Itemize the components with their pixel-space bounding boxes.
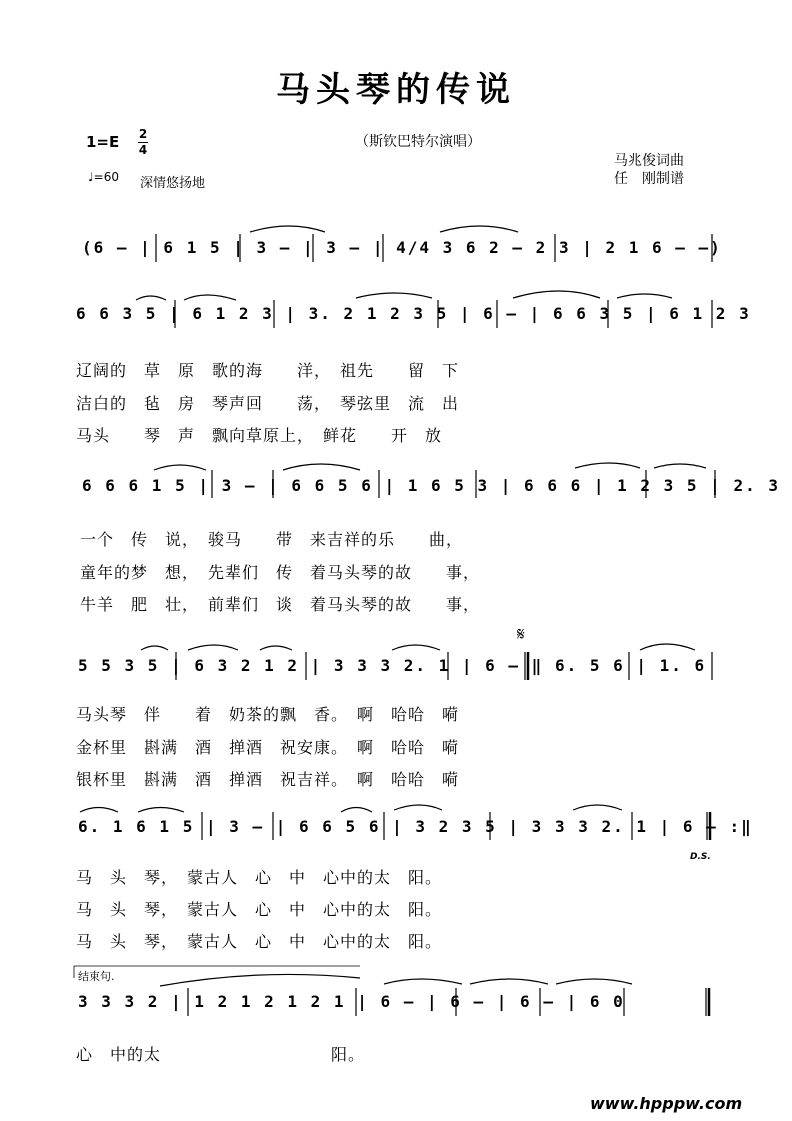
segno-sign: 𝄋 <box>517 624 525 645</box>
notation-row-5: 6. 1 6 1 5 | 3 – | 6 6 5 6 | 3 2 3 5 | 3 3 3 2. 1 | 6 – :‖ <box>78 817 753 836</box>
lyric-row-3-verse-2: 童年的梦 想， 先辈们 传 着马头琴的故 事， <box>80 563 481 582</box>
time-signature-bottom: 4 <box>138 143 148 157</box>
lyric-row-2-verse-3: 马头 琴 声 飘向草原上， 鲜花 开 放 <box>76 426 443 445</box>
lyric-row-5-verse-3: 马 头 琴， 蒙古人 心 中 心中的太 阳。 <box>76 932 443 951</box>
key-signature: 1=E <box>86 133 120 151</box>
lyricist-composer: 马兆俊词曲 <box>614 153 684 169</box>
notation-row-1: (6 – | 6 1 5 | 3 – | 3 – | 4/4 3 6 2 – 2 3 | 2 1 6 – –) <box>82 238 722 257</box>
song-title: 马头琴的传说 <box>276 70 516 110</box>
lyric-row-3-verse-1: 一个 传 说， 骏马 带 来吉祥的乐 曲， <box>80 530 464 549</box>
notation-row-6: 3 3 3 2 | 1 2 1 2 1 2 1 | 6 – | 6 – | 6 – | 6 0 <box>78 992 625 1011</box>
site-watermark: www.hpppw.com <box>590 1094 743 1113</box>
lyric-row-2-verse-2: 洁白的 毡 房 琴声回 荡， 琴弦里 流 出 <box>76 394 460 413</box>
notation-row-3: 6 6 6 1 5 | 3 – | 6 6 5 6 | 1 6 5 3 | 6 6 6 | 1 2 3 5 | 2. 3 <box>82 476 780 495</box>
time-signature-top: 2 <box>138 127 148 141</box>
lyric-row-4-verse-3: 银杯里 斟满 酒 掸酒 祝吉祥。 啊 哈哈 嗬 <box>76 770 460 789</box>
lyric-row-5-verse-1: 马 头 琴， 蒙古人 心 中 心中的太 阳。 <box>76 868 443 887</box>
tempo-marking: ♩=60 <box>88 170 119 184</box>
expression-marking: 深情悠扬地 <box>140 176 206 191</box>
lyric-row-4-verse-2: 金杯里 斟满 酒 掸酒 祝安康。 啊 哈哈 嗬 <box>76 738 460 757</box>
ending-label: 结束句. <box>78 970 115 983</box>
notation-row-4: 5 5 3 5 | 6 3 2 1 2 | 3 3 3 2. 1 | 6 – ‖ 6. 5 6 | 1. 6 <box>78 656 707 675</box>
arranger: 任 刚制谱 <box>614 171 684 187</box>
lyric-row-2-verse-1: 辽阔的 草 原 歌的海 洋， 祖先 留 下 <box>76 361 460 380</box>
lyric-row-6: 心 中的太 阳。 <box>76 1045 366 1064</box>
lyric-row-3-verse-3: 牛羊 肥 壮， 前辈们 谈 着马头琴的故 事， <box>80 595 481 614</box>
lyric-row-4-verse-1: 马头琴 伴 着 奶茶的飘 香。 啊 哈哈 嗬 <box>76 705 460 724</box>
notation-row-2: 6 6 3 5 | 6 1 2 3 | 3. 2 1 2 3 5 | 6 – | 6 6 3 5 | 6 1 2 3 <box>76 304 751 323</box>
ds-marking: D.S. <box>690 852 711 862</box>
lyric-row-5-verse-2: 马 头 琴， 蒙古人 心 中 心中的太 阳。 <box>76 900 443 919</box>
performer-note: （斯钦巴特尔演唱） <box>355 134 481 150</box>
